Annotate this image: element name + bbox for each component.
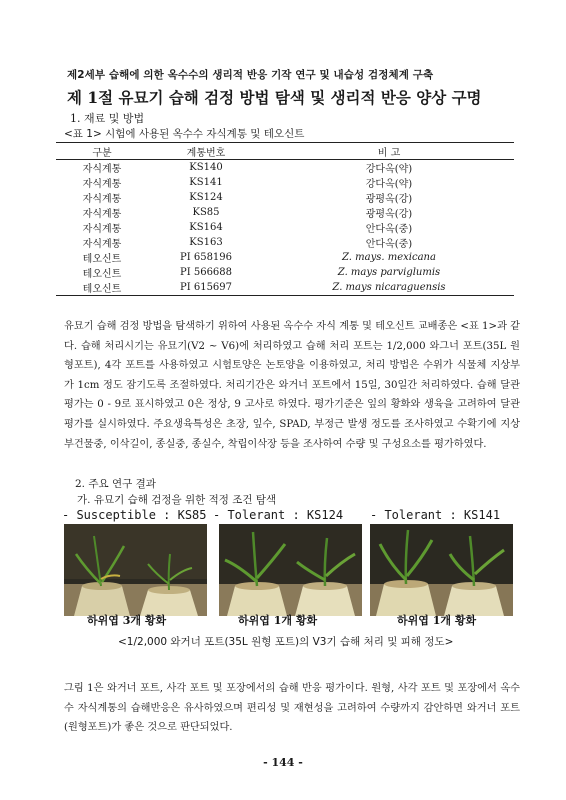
page-number: - 144 -: [263, 756, 303, 769]
table-row: [56, 160, 514, 176]
table-row: [56, 220, 514, 235]
table-header-remarks: 비 고: [264, 143, 514, 160]
results-subheading: 가. 유묘기 습해 검정을 위한 적정 조건 탐색: [77, 494, 277, 506]
results-heading: 2. 주요 연구 결과: [75, 478, 156, 490]
results-paragraph: 그림 1은 와거너 포트, 사각 포트 및 포장에서의 습해 반응 평가이다. 원형, 사각 포트 및 포장에서 옥수수 자식계통의 습해반응은 유사하였으며 편리성 및 재현성을 고려하여 수량까지 감안하면 와거너 포트(원형포트)가 좋은 것으로 판단되었다.: [64, 683, 520, 734]
photo-caption-ks141: 하위엽 1개 황화: [397, 614, 477, 627]
table-cell-category: 자식계통: [82, 194, 122, 205]
photo-label-tolerant-ks141: - Tolerant : KS141: [370, 508, 501, 522]
table-row: [56, 175, 514, 190]
maize-pot-image: [64, 524, 207, 616]
table-cell-line: KS85: [192, 207, 220, 218]
table-cell-category: 자식계통: [82, 239, 122, 250]
table-cell-remark: Z. mays parviglumis: [337, 267, 441, 278]
table-cell-line: KS164: [189, 222, 223, 233]
table-cell-remark: 강다옥(약): [365, 179, 413, 190]
table-cell-remark: 안다옥(중): [365, 239, 413, 250]
table-cell-line: KS140: [189, 162, 223, 173]
section-title: 제 1절 유묘기 습해 검정 방법 탐색 및 생리적 반응 양상 구명: [67, 88, 482, 107]
table-row: [56, 250, 514, 265]
photo-label-tolerant-ks124: - Tolerant : KS124: [213, 508, 344, 522]
table-cell-remark: 안다옥(중): [365, 224, 413, 235]
table-header-line-number: 계통번호: [148, 143, 264, 160]
table-cell-category: 테오신트: [56, 280, 148, 296]
running-header: 제2세부 습해에 의한 옥수수의 생리적 반응 기작 연구 및 내습성 검정체계 구축: [67, 69, 434, 81]
maize-pot-image: [370, 524, 513, 616]
materials-methods-heading: 1. 재료 및 방법: [70, 112, 145, 125]
photo-caption-ks124: 하위엽 1개 황화: [238, 614, 318, 627]
table-cell-remark: Z. mays nicaraguensis: [264, 280, 514, 296]
table-cell-category: 자식계통: [82, 209, 122, 220]
table-row: [56, 280, 514, 296]
table-row: [56, 235, 514, 250]
methods-paragraph: 유묘기 습해 검정 방법을 탐색하기 위하여 사용된 옥수수 자식 계통 및 테오신트 교배종은 <표 1>과 같다. 습해 처리시기는 유묘기(V2 ~ V6)에 처리하였고 습해 처리 포트는 1/2,000 와그너 포트(35L 원형포트), 4각 포트를 사용하였고 시험토양은 논토양을 이용하였고, 처리 방법은 수위가 식물체 지상부가 1cm 정도 잠기도록 조절하였다. 처리기간은 와거너 포트에서 15일, 30일간 처리하였다. 습해 달관평가는 0 - 9로 표시하였고 0은 정상, 9 고사로 하였다. 평가기준은 잎의 황화와 생육을 고려하여 달관 평가를 실시하였다. 주요생육특성은 초장, 잎수, SPAD, 부정근 발생 정도를 조사하였고 수확기에 지상부건물중, 이삭길이, 종실중, 종실수, 착립이삭장 등을 조사하여 수량 및 구성요소를 평가하였다.: [64, 321, 520, 450]
table-row: [56, 205, 514, 220]
table-cell-line: KS163: [189, 237, 223, 248]
table-cell-remark: Z. mays. mexicana: [342, 252, 436, 263]
table-cell-remark: 강다옥(약): [365, 164, 413, 175]
table-cell-line: KS124: [189, 192, 223, 203]
photo-ks141: [370, 524, 513, 616]
table-cell-line: PI 615697: [148, 280, 264, 296]
table-cell-line: KS141: [189, 177, 223, 188]
table-row: [56, 265, 514, 280]
photo-caption-ks85: 하위엽 3개 황화: [87, 614, 167, 627]
table-cell-category: 테오신트: [82, 254, 122, 265]
table-caption: <표 1> 시험에 사용된 옥수수 자식계통 및 테오신트: [64, 128, 305, 140]
table-cell-category: 자식계통: [82, 224, 122, 235]
table-cell-line: PI 566688: [179, 267, 233, 278]
table-cell-remark: 광평옥(강): [365, 209, 413, 220]
table-cell-category: 테오신트: [82, 269, 122, 280]
table-row: [56, 190, 514, 205]
photo-ks124: [219, 524, 362, 616]
table-cell-category: 자식계통: [82, 179, 122, 190]
table-header-row: [56, 143, 514, 160]
photo-ks85: [64, 524, 207, 616]
table-cell-category: 자식계통: [82, 164, 122, 175]
maize-pot-image: [219, 524, 362, 616]
cultivar-table: [56, 142, 514, 296]
figure-caption: <1/2,000 와거너 포트(35L 원형 포트)의 V3기 습해 처리 및 피해 정도>: [118, 636, 454, 648]
table-cell-line: PI 658196: [179, 252, 233, 263]
table-header-category: 구분: [56, 143, 148, 160]
table-cell-remark: 광평옥(강): [365, 194, 413, 205]
photo-label-susceptible: - Susceptible : KS85: [62, 508, 207, 522]
